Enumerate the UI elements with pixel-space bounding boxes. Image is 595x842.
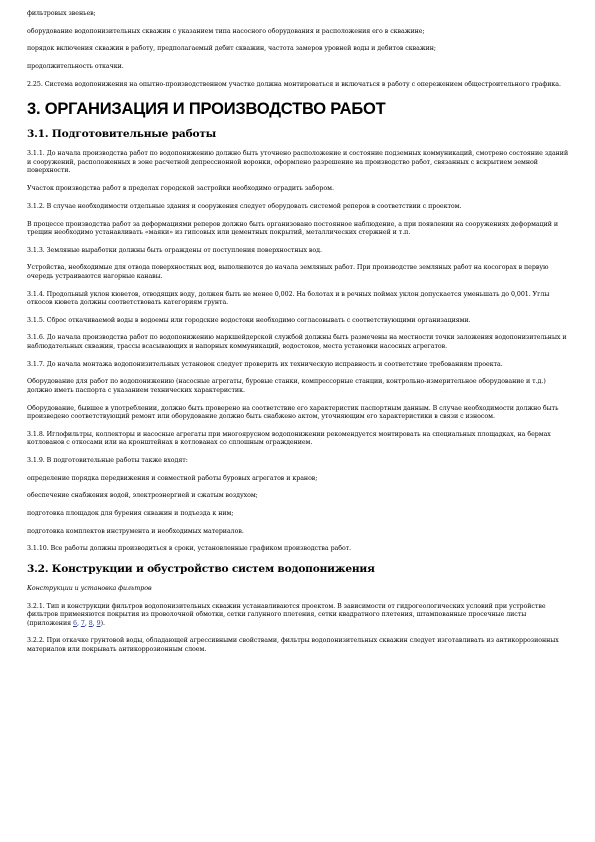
paragraph: Оборудование, бывшее в употреблении, должно быть проверено на соответствие его характеристик паспортным данным. В случае необходимости должно быть произведено соответствующий ремонт или оборудование должно быть снабжено актом, уточняющим его характеристики в связи с износом. — [27, 404, 559, 420]
appendix-link[interactable]: 9 — [96, 619, 101, 627]
paragraph: 3.1.9. В подготовительные работы также входят: — [27, 456, 188, 464]
paragraph: Участок производства работ в пределах городской застройки необходимо оградить забором. — [27, 185, 334, 193]
text-line: фильтровых звеньев; — [27, 10, 96, 17]
paragraph: 3.1.4. Продольный уклон кюветов, отводящих воду, должен быть не менее 0,002. На болотах и в речных поймах уклон допускается уменьшать до 0,001. Углы откосов кювета должны соответствовать категориям грунта. — [27, 290, 550, 307]
list-item: обеспечение снабжения водой, электроэнергией и сжатым воздухом; — [27, 492, 258, 500]
paragraph: Оборудование для работ по водопонижению (насосные агрегаты, буровые станки, компрессорные станции, контрольно-измерительное оборудование и т.д.) должно иметь паспорта с указанием технических характеристик. — [27, 378, 546, 394]
separator: , — [92, 619, 97, 627]
paragraph: 3.1.7. До начала монтажа водопонизительных установок следует проверить их техническую исправность и соответствие требованиям проекта. — [27, 360, 503, 368]
paragraph — [27, 603, 570, 629]
paragraph: 3.1.2. В случае необходимости отдельные здания и сооружения следует оборудовать системой реперов в соответствии с проектом. — [27, 202, 462, 210]
paragraph: 3.2.2. При откачке грунтовой воды, обладающей агрессивными свойствами, фильтры водопонизительных скважин следует изготавливать из антикоррозионных материалов или покрывать антикоррозионным слоем. — [27, 637, 559, 653]
list-item: подготовка комплектов инструмента и необходимых материалов. — [27, 527, 244, 535]
paragraph: 3.1.6. До начала производства работ по водопонижению маркшейдерской службой должны быть размечены на местности точки заложения водопонизительных и наблюдательных скважин, трассы всасывающих и напорных коммуникаций, водостоков, места установки насосных агрегатов. — [27, 334, 567, 350]
text-line: оборудование водопонизительных скважин с указанием типа насосного оборудования и расположения его в скважине; — [27, 27, 425, 35]
separator: , — [76, 619, 81, 627]
appendix-link[interactable]: 8 — [88, 619, 93, 627]
italic-subheading-text: Конструкции и установка фильтров — [27, 585, 152, 592]
paragraph: 3.1.10. Все работы должны производиться в сроки, установленные графиком производства работ. — [27, 545, 352, 553]
subsection-heading: 3.2. Конструкции и обустройство систем водопонижения — [27, 562, 375, 575]
list-item: определение порядка передвижения и совместной работы буровых агрегатов и кранов; — [27, 474, 318, 482]
paragraph: Устройства, необходимые для отвода поверхностных вод, выполняются до начала земляных работ. При производстве земляных работ на косогорах в первую очередь устраиваются нагорные канавы. — [27, 264, 549, 280]
paragraph: 2.25. Система водопонижения на опытно-производственном участке должна монтироваться и включаться в работу с опережением общестроительного графика. — [27, 80, 561, 88]
subsection-heading: 3.1. Подготовительные работы — [27, 128, 217, 141]
text-line: продолжительность откачки. — [27, 63, 124, 71]
text-line: порядок включения скважин в работу, предполагаемый дебит скважин, частота замеров уровней воды и дебитов скважин; — [27, 45, 436, 53]
paragraph-text-end: ). — [100, 619, 105, 627]
italic-subheading — [27, 585, 570, 594]
paragraph: 3.1.1. До начала производства работ по водопонижению должно быть уточнено расположение и состояние подземных коммуникаций, смотрено состояние зданий и сооружений, расположенных в зоне расчетной депрессионной воронки, оформлено разрешение на производство работ, связанных с вскрытием земной поверхности. — [27, 150, 569, 175]
separator: , — [84, 619, 89, 627]
paragraph: В процессе производства работ за деформациями реперов должно быть организовано постоянное наблюдение, а при появлении на сооружениях деформаций и трещин необходимо устанавливать «маяки» из гипсовых или цементных покрытий, металлических стержней и т.п. — [27, 220, 559, 236]
appendix-link[interactable]: 7 — [80, 619, 85, 627]
paragraph: 3.1.8. Иглофильтры, коллекторы и насосные агрегаты при многоярусном водопонижении рекомендуется монтировать на специальных площадках, на бермах котлованов с откосами или на кронштейнах в котлованах со сплошным ограждением. — [27, 430, 551, 447]
paragraph: 3.1.3. Земляные выработки должны быть ограждены от поступления поверхностных вод. — [27, 246, 322, 254]
section-heading: 3. ОРГАНИЗАЦИЯ И ПРОИЗВОДСТВО РАБОТ — [27, 100, 386, 119]
paragraph: 3.1.5. Сброс откачиваемой воды в водоемы или городские водостоки необходимо согласовывать с соответствующими организациями. — [27, 316, 471, 324]
appendix-link[interactable]: 6 — [72, 619, 77, 627]
paragraph-text: 3.2.1. Тип и конструкции фильтров водопонизительных скважин устанавливаются проектом. В зависимости от гидрогеологических условий при устройстве фильтров применяются покрытия из проволочной обмотки, сетки галунного плетения, сетки квадратного плетения, штампованные просечные листы (приложения — [27, 602, 546, 627]
list-item: подготовка площадок для бурения скважин и подъезда к ним; — [27, 509, 234, 517]
